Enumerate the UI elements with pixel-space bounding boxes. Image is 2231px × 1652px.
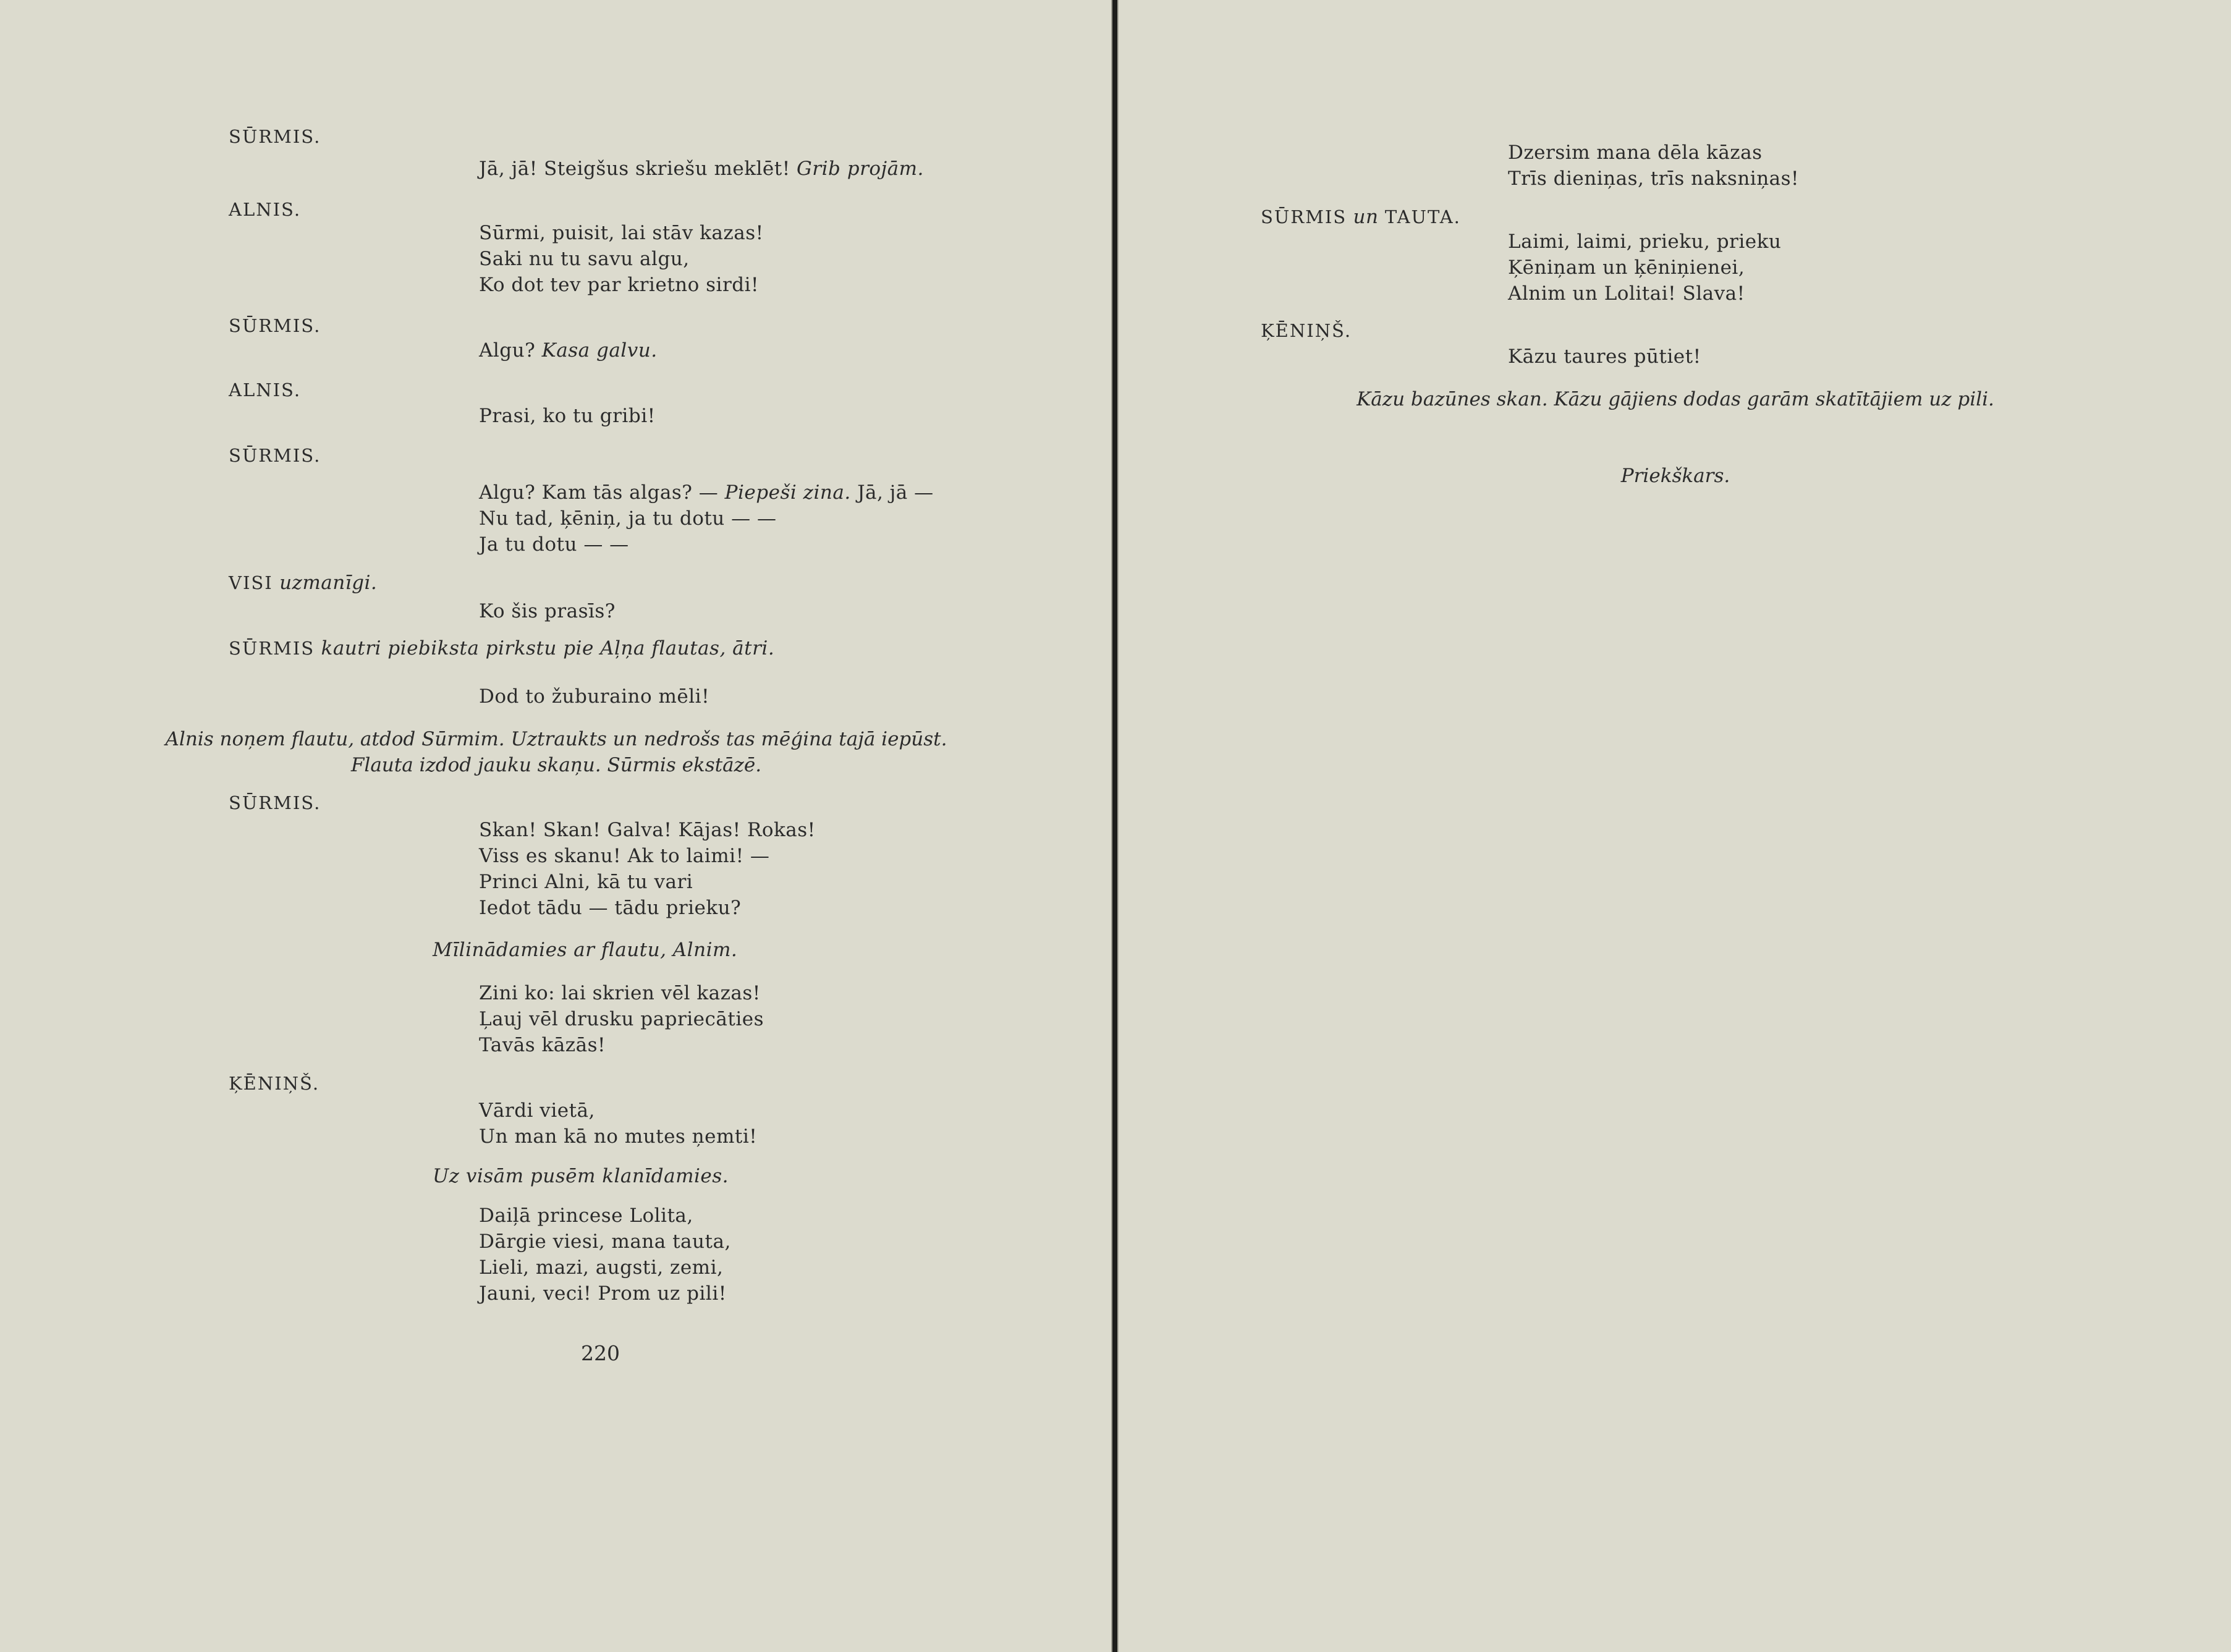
speaker-alnis-2: ALNIS. <box>229 379 302 400</box>
verse-line: Ja tu dotu — — <box>479 533 629 556</box>
stage-direction: Mīlinādamies ar flautu, Alnim. <box>433 939 738 961</box>
stage-direction: kautri piebiksta pirkstu pie Aļņa flautas, ātri. <box>321 637 775 659</box>
verse-line: Viss es skanu! Ak to laimi! — <box>479 845 770 867</box>
speaker-surmis-tauta: SŪRMIS un TAUTA. <box>1261 206 1461 228</box>
verse-line: Lieli, mazi, augsti, zemi, <box>479 1256 724 1279</box>
speaker-alnis-1: ALNIS. <box>229 199 302 220</box>
stage-direction: uzmanīgi. <box>279 572 378 594</box>
verse-line: Un man kā no mutes ņemti! <box>479 1125 758 1148</box>
speaker-surmis-4: SŪRMIS kautri piebiksta pirkstu pie Aļņa flautas, ātri. <box>229 637 775 659</box>
verse-line: Prasi, ko tu gribi! <box>479 405 656 427</box>
speaker-kenins: ĶĒNIŅŠ. <box>1261 320 1352 341</box>
stage-direction: Piepeši zina. <box>724 481 851 504</box>
page-number: 220 <box>581 1341 620 1365</box>
verse-line: Ļauj vēl drusku papriecāties <box>479 1008 764 1030</box>
curtain: Priekškars. <box>1620 465 1730 487</box>
speaker-kenins: ĶĒNIŅŠ. <box>229 1073 320 1094</box>
speaker-surmis-5: SŪRMIS. <box>229 792 321 813</box>
stage-direction: Kasa galvu. <box>541 339 658 362</box>
verse-line: Laimi, laimi, prieku, prieku <box>1508 231 1782 253</box>
verse-line: Alnim un Lolitai! Slava! <box>1508 282 1745 305</box>
speaker-surmis-2: SŪRMIS. <box>229 315 321 336</box>
verse-line: Algu? Kasa galvu. <box>479 339 658 362</box>
verse-line: Jā, jā! Steigšus skriešu meklēt! Grib projām. <box>479 158 924 180</box>
verse-line: Ķēniņam un ķēniņienei, <box>1508 256 1745 279</box>
verse-line: Skan! Skan! Galva! Kājas! Rokas! <box>479 819 816 841</box>
verse-line: Vārdi vietā, <box>479 1099 595 1122</box>
stage-direction: Grib projām. <box>797 158 924 180</box>
stage-direction-final: Kāzu bazūnes skan. Kāzu gājiens dodas garām skatītājiem uz pili. <box>1357 388 1994 410</box>
verse-line: Saki nu tu savu algu, <box>479 248 690 270</box>
verse-line: Tavās kāzās! <box>479 1034 606 1056</box>
speaker-visi: VISI uzmanīgi. <box>229 572 378 594</box>
verse-line: Dārgie viesi, mana tauta, <box>479 1231 731 1253</box>
verse-line: Daiļā princese Lolita, <box>479 1205 693 1227</box>
stage-direction-center: Flauta izdod jauku skaņu. Sūrmis ekstāzē. <box>350 754 762 776</box>
verse-line: Trīs dieniņas, trīs naksniņas! <box>1508 167 1800 190</box>
verse-line: Dzersim mana dēla kāzas <box>1508 142 1763 164</box>
verse-line: Zini ko: lai skrien vēl kazas! <box>479 982 761 1004</box>
stage-direction-center: Alnis noņem flautu, atdod Sūrmim. Uztraukts un nedrošs tas mēģina tajā iepūst. <box>165 728 947 750</box>
verse-line: Sūrmi, puisit, lai stāv kazas! <box>479 222 764 244</box>
speaker-surmis-1: SŪRMIS. <box>229 126 321 147</box>
verse-line: Kāzu taures pūtiet! <box>1508 345 1701 368</box>
stage-direction: Uz visām pusēm klanīdamies. <box>433 1165 729 1187</box>
verse-line: Jauni, veci! Prom uz pili! <box>479 1282 727 1305</box>
right-page <box>1117 0 2231 1652</box>
verse-line: Nu tad, ķēniņ, ja tu dotu — — <box>479 507 777 530</box>
verse-line: Ko šis prasīs? <box>479 600 616 622</box>
verse-line: Iedot tādu — tādu prieku? <box>479 897 742 919</box>
verse-line: Princi Alni, kā tu vari <box>479 871 693 893</box>
speaker-surmis-3: SŪRMIS. <box>229 445 321 466</box>
verse-line: Algu? Kam tās algas? — Piepeši zina. Jā, jā — <box>479 481 934 504</box>
verse-line: Dod to žuburaino mēli! <box>479 685 710 708</box>
left-page <box>0 0 1112 1652</box>
verse-line: Ko dot tev par krietno sirdi! <box>479 274 759 296</box>
